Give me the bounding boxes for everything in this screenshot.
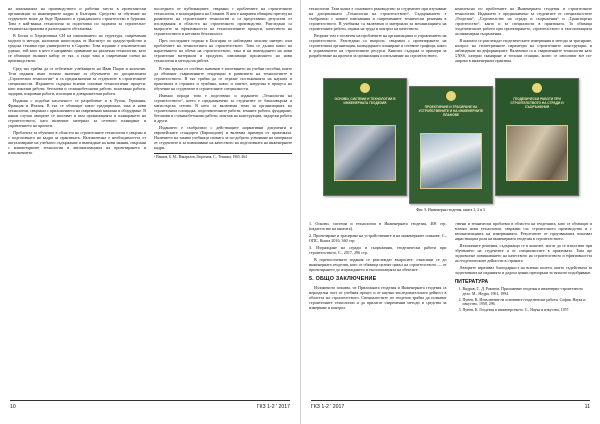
literature-item: 1. Вядров, Г., Д. Ракитов. Приложение геодезия в инженерно-строителното дело. М., Недра, 1961, 1994. — [463, 287, 593, 297]
book-title: ПРОЕКТИРАНЕ И ТРАСИРАНЕ НА УСТРОЙСТВЕНИТЕ И НА ИНЖЕНЕРНИТЕ ПЛАНОВЕ — [418, 104, 484, 117]
paragraph: Авторите изразяват благодарност на всички колеги, които съдействаха за подготовката на изданията и дадоха ценни препоръки за тяхното подобряване. — [454, 264, 592, 275]
paragraph: комплексно по проблемите на Инженерната геодезия и строителните технологии. Изданието е предназначено за студентите от специалностите „Геодезия“, „Строителство на сгради и съоръжения“ и „Транспортно строителство“, както и за специалисти в практиката. То обхваща геодезическите работи при проектирането, строителството и експлоатацията на инженерни съоръжения. — [454, 6, 592, 37]
paragraph: Изданието е съобразено с действащите нормативни документи и европейските стандарти (Еврокодове) и включва примери от практиката. Наличието на такива учебници спомага за по-доброто усвояване на материала от студентите и за повишаване на качеството на подготовката на инженерните кадри. — [154, 125, 292, 151]
publisher-logo-icon — [446, 91, 456, 101]
paragraph: последната от публикациите, свързани с проблемите на строителните технологии, е монографията на Станков. В нея е направен обширен преглед на развитието на строителните технологии и са представени резултати от изследвания в областта на строителното производство. Разгледани са въпросите за ефективността на технологичните процеси, качеството на строителството и неговата безопасност. — [154, 6, 292, 37]
footer-rule — [311, 400, 590, 401]
paragraph: Издания с подобна насоченост се разработват и в Русия, Германия, Франция и Италия. В тях се обхващат както традиционни, така и нови технологии, свързани с приложението на съвременни машини и оборудване. В някои случаи авторите се насочват и към организацията и планирането на строителството, като включват материал за сетевото планиране и управлението на проекти. — [8, 97, 146, 129]
right-page-column-1-top — [309, 6, 447, 66]
cover-photo — [506, 125, 568, 181]
paragraph: В тази връзка от особено значение е изготвянето на учебни пособия, които да обхванат съвременните тенденции в развитието на технологиите в строителството. В тях трябва да се отразят постиженията на науката и практиката в страната и чужбина, както и опитът, натрупан в процеса на обучение на студентите в строителните специалности. — [154, 65, 292, 91]
paragraph: технологии. Тази книга е основното ръководство за студентите при изучаване на дисциплината „Технология на строителството“. Съдържанието е съобразено с новите изисквания и съвременните технически решения в строителството. В учебника са включени и материали за механизацията на строителните работи, охрана на труда и контрол на качеството. — [309, 6, 447, 32]
book-covers-figure — [309, 68, 592, 218]
paragraph: Вторият том е посветен на проблемите на организацията и управлението на строителството. Разгледани са въпроси, свързани с проектирането на строителната организация, календарното планиране и сетевите графици, както и управлението на строителните ресурси. Книгата съдържа и примери за разработване на проекти за организация и изпълнение на строителството. — [309, 33, 447, 59]
literature-heading: ЛИТЕРАТУРА — [454, 278, 489, 285]
book-cover-2 — [409, 86, 493, 204]
figure-caption: Фиг. 5. Инженерна геодезия, книга 1, 2 и 3 — [416, 207, 485, 212]
book-title: ГЕОДЕЗИЧЕСКИ РАБОТИ ПРИ СТРОИТЕЛСТВОТО НА СГРАДИ И СЪОРЪЖЕНИЯ — [510, 96, 564, 109]
list-item: 1. Основи, системи и технологии в Инженерната геодезия, 408 стр. (издателство на книгата). — [309, 220, 447, 231]
journal-name: ГКЗ 1-2 ' 2017 — [311, 404, 345, 410]
book-title: ОСНОВИ, СИСТЕМИ И ТЕХНОЛОГИИ В ИНЖЕНЕРНАТА ГЕОДЕЗИЯ — [334, 96, 396, 105]
paragraph: Изложеното показва, че Приложната геодезия и Инженерната геодезия са неразделна част от учебния процес и от научно-изследователската дейност в областта на строителството. Специалистите по геодезия трябва да познават строителните технологии и да прилагат съвременни методи и средства за измерване и контрол. — [309, 284, 447, 311]
paragraph: В Босна и Херцеговина СИ на изкопаването на структура, съвременни модели и методи, наложени напоследък от Институт по градоустройство и градска техника при университета в Сараево. Това издание е изключително удачно, тъй като в него е направено сравнение на различни технологии, като се обхващат пълният набор от тях, а също така и съвременни схеми на производството. — [8, 33, 146, 64]
paragraph: на изисканията на производството и работни места в проектантски организации за инженерните кадри в България. Средство за обучение на студентите може да бъде Пражкото и гражданското строителство в бурилия. Това е най-важна технология за подготовка по задачата за строително-техническа практика в разгледаното обстановка. — [8, 6, 146, 32]
page-number: 10 — [10, 404, 16, 410]
left-page-column-2 — [154, 6, 292, 390]
right-page-footer — [311, 404, 590, 410]
paragraph: ствени и технически проблеми в областта на геодезията, като се обхващат и всички нови технологии, свързани със строителното производство и с автоматизацията на измерванията. Резултатите от проучванията показват нарастващата роля на инженерната геодезия в строителството. — [454, 220, 592, 241]
literature-item: 3. Пунев, К. Геодезия в инженерството. С., Наука и изкуство, 1957. — [463, 308, 593, 313]
right-page — [300, 0, 600, 424]
book-cover-1 — [323, 78, 407, 196]
publisher-logo-icon — [360, 83, 370, 93]
left-page-footer — [10, 404, 290, 410]
paragraph: Именно поради това е подготвено и изданието „Технология на строителството“, което е предназначено за студентите от бакалавърска и магистърска степен. В него са включени теми за организацията на строителната площадка, подготвителните работи, земните работи, фундиране, бетонови и стоманобетонови работи, монтаж на конструкции, зидарски работи и други. — [154, 92, 292, 123]
right-page-column-2-bottom — [455, 221, 593, 390]
page-number: 11 — [584, 404, 590, 410]
list-item: 3. Изграждане на сгради и съоръжения, геодезически работи при строителството, С., 2017, 296 стр. — [309, 244, 447, 255]
section-heading: 5. ОБЩО ЗАКЛЮЧЕНИЕ — [309, 275, 377, 282]
book-cover-3 — [495, 78, 579, 196]
journal-name: ГКЗ 1-2 ' 2017 — [256, 404, 290, 410]
paragraph: Сред тях трябва да се отбележат учебниците на Иван Пацов и колектив. Тези издания имат голямо значение за обучението по дисциплината „Строителни технологии“ и са предназначени за студентите в строителните специалности. Изданието съдържа всички основни технологични процеси, като изкопни работи, бетонови и стоманобетонови работи, монтажни работи, зидарии, покривни работи, изолации и довършителни работи. — [8, 65, 146, 96]
paragraph: Проблемът за обучение в областта на строителните технологии е свързан и с подготовката на кадри за практиката. Наложителна е необходимостта от актуализиране на учебното съдържание и въвеждане на нови знания, свързани с компютърните технологии и автоматизацията на проектирането и изпълнението. — [8, 130, 146, 156]
left-page-column-1 — [8, 6, 146, 390]
footnote: ¹ Пенков, Б. М., Вакарелов, Гюргенов, С., Техника, 1965, 464 — [154, 153, 292, 159]
paragraph: През последните години в България се наблюдава засилен интерес към проблемите на технологията на строителството. Това се дължи както на нарастването на обема на строителството, така и на въвеждането на нови строителни материали и продукти, изискващи прилагането на нови технологии и методи на работа. — [154, 38, 292, 64]
list-item: 2. Проектиране и трасиране на устройствените и на инженерните планове, С., ОПС, Книга 2016, 360 стр. — [309, 232, 447, 243]
right-page-column-2-top — [455, 6, 593, 66]
literature-list — [455, 287, 593, 313]
right-page-column-1-bottom — [309, 221, 447, 390]
paragraph: Изложените решения, съдържащи се в книгите, могат да се използват при обучението на студентите и от специалистите в практиката. Това ще подпомогне повишаването на качеството на строителството и ефективността на геодезическите дейности в страната. — [454, 242, 592, 263]
literature-item: 2. Пунев, К. Изпълнение на основните геодезически работи. София, Наука и изкуство, 1958, 296. — [463, 298, 593, 308]
cover-photo — [420, 133, 482, 189]
footer-rule — [10, 400, 290, 401]
publisher-logo-icon — [532, 83, 542, 93]
cover-photo — [334, 125, 396, 181]
paragraph: В горепосочените издания се разглеждат въпросите, отнасящи се до инженерната геодезия, като се обхваща целият цикъл на строителството — от проектирането до изграждането и експлоатацията на обектите. — [309, 256, 447, 272]
paragraph: В книгата се разглеждат геодезическите измервания и методи за трасиране, контрол на геометричните параметри на строителните конструкции и наблюдение на деформациите. Включени са и съвременните технологии като GNSS, лазерно сканиране и тотални станции, които се използват все по-широко в инженерната практика. — [454, 38, 592, 64]
